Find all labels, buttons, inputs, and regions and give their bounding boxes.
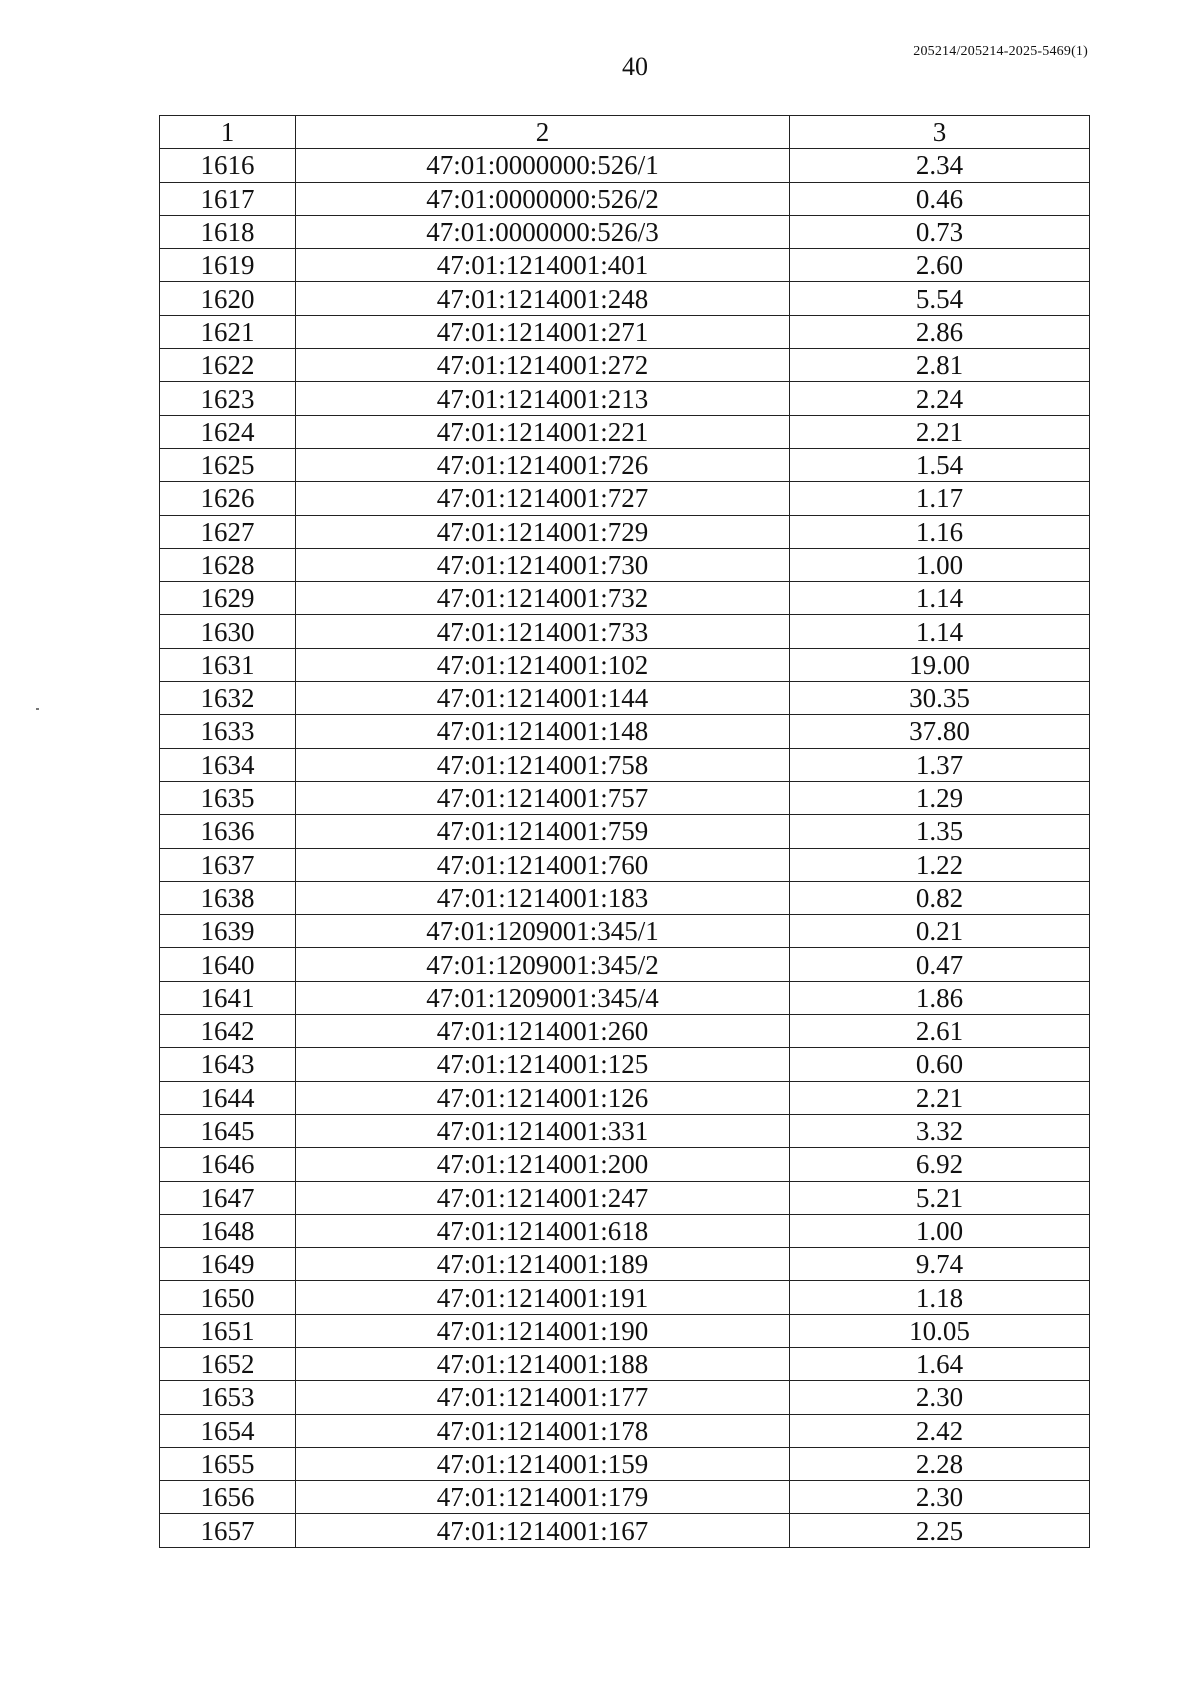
table-row [160, 582, 1090, 615]
cadastral-number-cell: 47:01:0000000:526/3 [296, 215, 790, 248]
row-number-cell: 1649 [160, 1248, 296, 1281]
value-cell: 1.14 [790, 582, 1090, 615]
cadastral-number-cell: 47:01:1214001:221 [296, 415, 790, 448]
column-header-1: 1 [160, 116, 296, 149]
row-number-cell: 1637 [160, 848, 296, 881]
cadastral-number-cell: 47:01:1214001:183 [296, 881, 790, 914]
value-cell: 1.29 [790, 781, 1090, 814]
table-row [160, 315, 1090, 348]
value-cell: 1.86 [790, 981, 1090, 1014]
table-row [160, 415, 1090, 448]
table-header-row [160, 116, 1090, 149]
value-cell: 1.00 [790, 548, 1090, 581]
value-cell: 2.42 [790, 1414, 1090, 1447]
value-cell: 1.14 [790, 615, 1090, 648]
row-number-cell: 1638 [160, 881, 296, 914]
value-cell: 37.80 [790, 715, 1090, 748]
row-number-cell: 1621 [160, 315, 296, 348]
row-number-cell: 1642 [160, 1015, 296, 1048]
value-cell: 2.34 [790, 149, 1090, 182]
value-cell: 5.21 [790, 1181, 1090, 1214]
value-cell: 2.28 [790, 1447, 1090, 1480]
value-cell: 1.22 [790, 848, 1090, 881]
table-row [160, 215, 1090, 248]
table-row [160, 548, 1090, 581]
cadastral-number-cell: 47:01:1214001:200 [296, 1148, 790, 1181]
value-cell: 1.35 [790, 815, 1090, 848]
table-row [160, 1414, 1090, 1447]
column-header-2: 2 [296, 116, 790, 149]
row-number-cell: 1640 [160, 948, 296, 981]
table-row [160, 382, 1090, 415]
cadastral-number-cell: 47:01:1214001:102 [296, 648, 790, 681]
row-number-cell: 1626 [160, 482, 296, 515]
cadastral-number-cell: 47:01:1214001:213 [296, 382, 790, 415]
value-cell: 0.21 [790, 915, 1090, 948]
cadastral-number-cell: 47:01:1214001:126 [296, 1081, 790, 1114]
row-number-cell: 1644 [160, 1081, 296, 1114]
table-row [160, 1248, 1090, 1281]
cadastral-number-cell: 47:01:1214001:179 [296, 1481, 790, 1514]
row-number-cell: 1617 [160, 182, 296, 215]
table-row [160, 715, 1090, 748]
row-number-cell: 1624 [160, 415, 296, 448]
cadastral-number-cell: 47:01:0000000:526/2 [296, 182, 790, 215]
value-cell: 1.54 [790, 448, 1090, 481]
table-row [160, 1181, 1090, 1214]
table-row [160, 1148, 1090, 1181]
row-number-cell: 1630 [160, 615, 296, 648]
table-row [160, 981, 1090, 1014]
table-row [160, 848, 1090, 881]
value-cell: 2.81 [790, 349, 1090, 382]
cadastral-number-cell: 47:01:1214001:760 [296, 848, 790, 881]
value-cell: 2.30 [790, 1481, 1090, 1514]
cadastral-number-cell: 47:01:1214001:618 [296, 1214, 790, 1247]
value-cell: 30.35 [790, 682, 1090, 715]
value-cell: 2.21 [790, 1081, 1090, 1114]
value-cell: 2.61 [790, 1015, 1090, 1048]
table-row [160, 1214, 1090, 1247]
row-number-cell: 1616 [160, 149, 296, 182]
table-row [160, 615, 1090, 648]
table-row [160, 648, 1090, 681]
value-cell: 10.05 [790, 1314, 1090, 1347]
table-row [160, 1514, 1090, 1547]
row-number-cell: 1633 [160, 715, 296, 748]
row-number-cell: 1650 [160, 1281, 296, 1314]
cadastral-number-cell: 47:01:1214001:189 [296, 1248, 790, 1281]
row-number-cell: 1622 [160, 349, 296, 382]
table-row [160, 915, 1090, 948]
cadastral-number-cell: 47:01:0000000:526/1 [296, 149, 790, 182]
cadastral-number-cell: 47:01:1214001:190 [296, 1314, 790, 1347]
value-cell: 1.37 [790, 748, 1090, 781]
cadastral-number-cell: 47:01:1214001:148 [296, 715, 790, 748]
cadastral-number-cell: 47:01:1214001:729 [296, 515, 790, 548]
document-id: 205214/205214-2025-5469(1) [913, 44, 1088, 59]
row-number-cell: 1643 [160, 1048, 296, 1081]
table-row [160, 948, 1090, 981]
row-number-cell: 1639 [160, 915, 296, 948]
value-cell: 19.00 [790, 648, 1090, 681]
table-row [160, 1114, 1090, 1147]
cadastral-number-cell: 47:01:1214001:758 [296, 748, 790, 781]
value-cell: 2.21 [790, 415, 1090, 448]
table-row [160, 482, 1090, 515]
table-row [160, 349, 1090, 382]
cadastral-number-cell: 47:01:1214001:759 [296, 815, 790, 848]
value-cell: 2.86 [790, 315, 1090, 348]
value-cell: 2.24 [790, 382, 1090, 415]
value-cell: 0.82 [790, 881, 1090, 914]
row-number-cell: 1656 [160, 1481, 296, 1514]
cadastral-number-cell: 47:01:1214001:191 [296, 1281, 790, 1314]
row-number-cell: 1625 [160, 448, 296, 481]
table-row [160, 149, 1090, 182]
scan-speck [36, 708, 39, 710]
table-row [160, 1015, 1090, 1048]
row-number-cell: 1653 [160, 1381, 296, 1414]
cadastral-number-cell: 47:01:1214001:188 [296, 1347, 790, 1380]
value-cell: 6.92 [790, 1148, 1090, 1181]
table-row [160, 1048, 1090, 1081]
value-cell: 1.64 [790, 1347, 1090, 1380]
cadastral-number-cell: 47:01:1214001:271 [296, 315, 790, 348]
cadastral-number-cell: 47:01:1214001:272 [296, 349, 790, 382]
table-row [160, 1314, 1090, 1347]
table-row [160, 282, 1090, 315]
row-number-cell: 1634 [160, 748, 296, 781]
row-number-cell: 1655 [160, 1447, 296, 1480]
cadastral-number-cell: 47:01:1214001:331 [296, 1114, 790, 1147]
value-cell: 9.74 [790, 1248, 1090, 1281]
row-number-cell: 1629 [160, 582, 296, 615]
row-number-cell: 1651 [160, 1314, 296, 1347]
row-number-cell: 1631 [160, 648, 296, 681]
cadastral-number-cell: 47:01:1214001:260 [296, 1015, 790, 1048]
table-row [160, 249, 1090, 282]
table-row [160, 182, 1090, 215]
row-number-cell: 1628 [160, 548, 296, 581]
table-row [160, 1281, 1090, 1314]
value-cell: 1.16 [790, 515, 1090, 548]
cadastral-number-cell: 47:01:1214001:125 [296, 1048, 790, 1081]
table-row [160, 515, 1090, 548]
row-number-cell: 1619 [160, 249, 296, 282]
value-cell: 0.47 [790, 948, 1090, 981]
table-row [160, 1347, 1090, 1380]
cadastral-number-cell: 47:01:1214001:730 [296, 548, 790, 581]
table-body [160, 116, 1090, 1548]
row-number-cell: 1645 [160, 1114, 296, 1147]
cadastral-number-cell: 47:01:1214001:727 [296, 482, 790, 515]
value-cell: 0.46 [790, 182, 1090, 215]
table-row [160, 682, 1090, 715]
table-row [160, 781, 1090, 814]
table-row [160, 1481, 1090, 1514]
value-cell: 1.17 [790, 482, 1090, 515]
row-number-cell: 1654 [160, 1414, 296, 1447]
value-cell: 1.00 [790, 1214, 1090, 1247]
table-row [160, 1081, 1090, 1114]
data-table [159, 115, 1090, 1548]
column-header-3: 3 [790, 116, 1090, 149]
row-number-cell: 1648 [160, 1214, 296, 1247]
row-number-cell: 1627 [160, 515, 296, 548]
table-row [160, 881, 1090, 914]
table-row [160, 1447, 1090, 1480]
row-number-cell: 1657 [160, 1514, 296, 1547]
cadastral-number-cell: 47:01:1214001:159 [296, 1447, 790, 1480]
value-cell: 2.30 [790, 1381, 1090, 1414]
row-number-cell: 1641 [160, 981, 296, 1014]
value-cell: 2.60 [790, 249, 1090, 282]
row-number-cell: 1652 [160, 1347, 296, 1380]
cadastral-number-cell: 47:01:1214001:248 [296, 282, 790, 315]
cadastral-number-cell: 47:01:1214001:726 [296, 448, 790, 481]
cadastral-number-cell: 47:01:1214001:401 [296, 249, 790, 282]
table-row [160, 448, 1090, 481]
cadastral-number-cell: 47:01:1214001:167 [296, 1514, 790, 1547]
row-number-cell: 1646 [160, 1148, 296, 1181]
value-cell: 0.73 [790, 215, 1090, 248]
cadastral-number-cell: 47:01:1214001:177 [296, 1381, 790, 1414]
cadastral-number-cell: 47:01:1214001:757 [296, 781, 790, 814]
row-number-cell: 1635 [160, 781, 296, 814]
row-number-cell: 1618 [160, 215, 296, 248]
row-number-cell: 1647 [160, 1181, 296, 1214]
cadastral-number-cell: 47:01:1214001:733 [296, 615, 790, 648]
cadastral-number-cell: 47:01:1209001:345/4 [296, 981, 790, 1014]
cadastral-number-cell: 47:01:1214001:247 [296, 1181, 790, 1214]
table-row [160, 815, 1090, 848]
value-cell: 5.54 [790, 282, 1090, 315]
value-cell: 2.25 [790, 1514, 1090, 1547]
row-number-cell: 1636 [160, 815, 296, 848]
cadastral-number-cell: 47:01:1214001:732 [296, 582, 790, 615]
row-number-cell: 1620 [160, 282, 296, 315]
value-cell: 0.60 [790, 1048, 1090, 1081]
value-cell: 3.32 [790, 1114, 1090, 1147]
cadastral-number-cell: 47:01:1209001:345/2 [296, 948, 790, 981]
row-number-cell: 1623 [160, 382, 296, 415]
cadastral-number-cell: 47:01:1209001:345/1 [296, 915, 790, 948]
table-row [160, 748, 1090, 781]
value-cell: 1.18 [790, 1281, 1090, 1314]
cadastral-number-cell: 47:01:1214001:144 [296, 682, 790, 715]
row-number-cell: 1632 [160, 682, 296, 715]
table-row [160, 1381, 1090, 1414]
page-number: 40 [622, 52, 648, 81]
cadastral-number-cell: 47:01:1214001:178 [296, 1414, 790, 1447]
